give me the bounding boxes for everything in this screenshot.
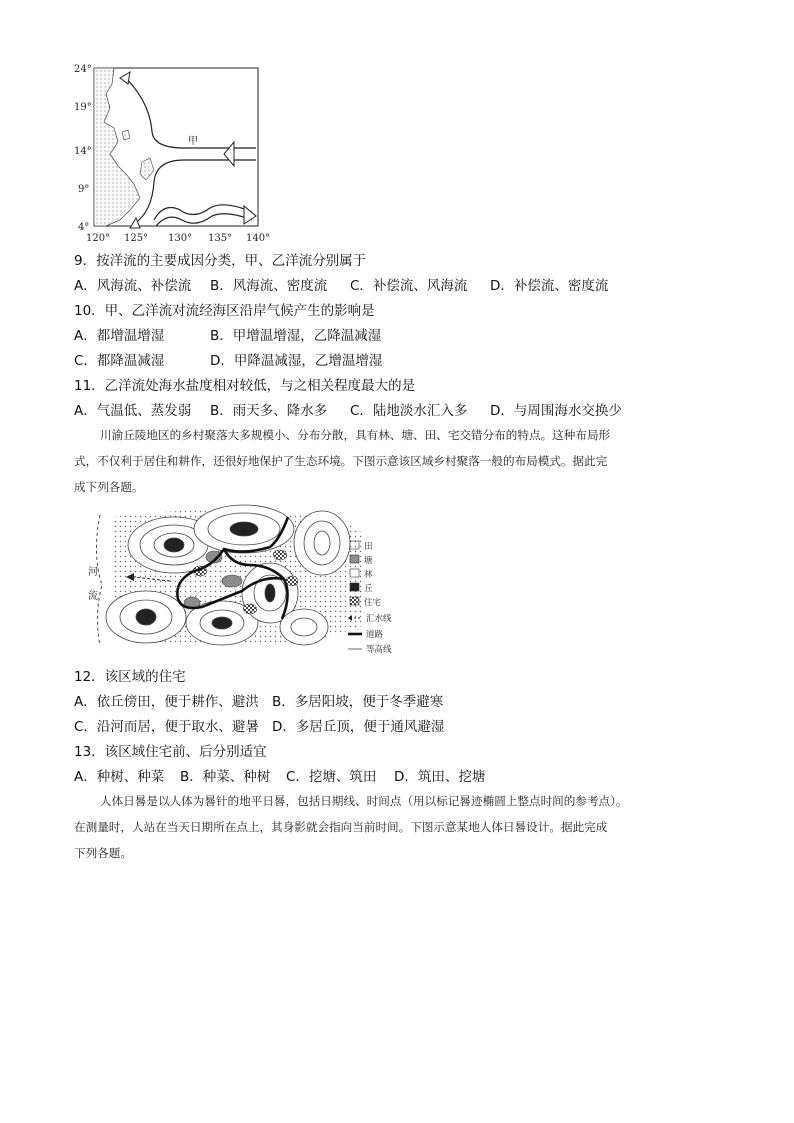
passage-1-line: 式，不仅利于居住和耕作，还很好地保护了生态环境。下图示意该区域乡村聚落一般的布局模式。据此完 — [74, 454, 608, 468]
passage-2-line: 下列各题。 — [74, 846, 132, 860]
legend-swatch-pond — [350, 555, 359, 563]
river-bank — [96, 515, 102, 645]
lat-label: 19° — [74, 102, 92, 113]
passage-2-line: 人体日晷是以人体为晷针的地平日晷，包括日期线、时间点（用以标记晷迹椭圆上整点时间的参考点）。 — [100, 794, 628, 808]
pond — [222, 575, 242, 587]
lat-label: 24° — [74, 64, 92, 75]
question-12-option-b: B．多居阳坡，便于冬季避寒 — [272, 694, 444, 710]
question-13-stem: 13．该区域住宅前、后分别适宜 — [74, 744, 267, 760]
lat-label: 14° — [74, 146, 92, 157]
svg-text:住宅: 住宅 — [364, 598, 382, 608]
question-11-option-a: A．气温低、蒸发弱 — [74, 403, 192, 419]
house — [243, 604, 257, 614]
map-legend — [348, 541, 392, 655]
question-10-option-c: C．都降温减湿 — [74, 353, 165, 369]
hill — [194, 505, 294, 553]
question-9-option-b: B．风海流、密度流 — [210, 278, 328, 294]
house — [286, 576, 298, 586]
svg-text:丘: 丘 — [364, 584, 373, 594]
question-13-option-b: B．种菜、种树 — [180, 769, 271, 785]
village-layout-map — [74, 495, 404, 660]
question-10-option-b: B．甲增温增湿，乙降温减湿 — [210, 328, 382, 344]
legend-swatch-hill — [350, 583, 359, 591]
question-12-option-d: D．多居丘顶，便于通风避湿 — [272, 719, 445, 735]
question-11-stem: 11．乙洋流处海水盐度相对较低，与之相关程度最大的是 — [74, 378, 416, 394]
question-10-option-a: A．都增温增湿 — [74, 328, 165, 344]
question-10-stem: 10．甲、乙洋流对流经海区沿岸气候产生的影响是 — [74, 303, 375, 319]
question-13-option-d: D．筑田、挖塘 — [394, 769, 486, 785]
legend-swatch-field — [350, 541, 359, 549]
lat-label: 9° — [78, 184, 90, 195]
lon-label: 125° — [124, 233, 149, 244]
svg-text:道路: 道路 — [366, 630, 384, 640]
lon-label: 130° — [168, 233, 193, 244]
question-12-option-c: C．沿河而居，便于取水、避暑 — [74, 719, 259, 735]
svg-text:汇水线: 汇水线 — [366, 614, 392, 624]
river-label: 流 — [88, 591, 98, 602]
lon-label: 135° — [208, 233, 233, 244]
ocean-current-map — [74, 62, 284, 247]
passage-2-line: 在测量时，人站在当天日期所在点上，其身影就会指向当前时间。下图示意某地人体日晷设计。据此完成 — [74, 820, 608, 834]
lat-label: 4° — [78, 222, 90, 233]
question-11-option-d: D．与周围海水交换少 — [490, 403, 622, 419]
hill — [280, 609, 328, 645]
lon-label: 140° — [246, 233, 271, 244]
river-label: 河 — [88, 567, 98, 578]
passage-1-line: 川渝丘陵地区的乡村聚落大多规模小、分布分散，具有林、塘、田、宅交错分布的特点。这种布局形 — [100, 428, 611, 442]
question-11-option-c: C．陆地淡水汇入多 — [350, 403, 468, 419]
question-9-option-d: D．补偿流、密度流 — [490, 278, 609, 294]
question-10-option-d: D．甲降温减湿，乙增温增湿 — [210, 353, 383, 369]
question-9-stem: 9．按洋流的主要成因分类，甲、乙洋流分别属于 — [74, 253, 367, 269]
passage-1-line: 成下列各题。 — [74, 480, 144, 494]
question-13-option-c: C．挖塘、筑田 — [286, 769, 377, 785]
question-12-option-a: A．依丘傍田，便于耕作、避洪 — [74, 694, 259, 710]
svg-text:田: 田 — [364, 542, 373, 552]
current-label-jia: 甲 — [188, 136, 198, 147]
hill — [294, 511, 350, 575]
legend-swatch-forest — [350, 569, 359, 577]
legend-swatch-house — [350, 597, 359, 605]
question-9-option-a: A．风海流、补偿流 — [74, 278, 192, 294]
svg-text:等高线: 等高线 — [366, 645, 392, 655]
house — [273, 550, 287, 560]
question-13-option-a: A．种树、种菜 — [74, 769, 165, 785]
svg-text:塘: 塘 — [364, 556, 373, 566]
hill — [106, 591, 186, 643]
question-11-option-b: B．雨天多、降水多 — [210, 403, 328, 419]
svg-text:林: 林 — [364, 570, 373, 580]
question-12-stem: 12．该区域的住宅 — [74, 669, 186, 685]
lon-label: 120° — [86, 233, 111, 244]
question-9-option-c: C．补偿流、风海流 — [350, 278, 468, 294]
